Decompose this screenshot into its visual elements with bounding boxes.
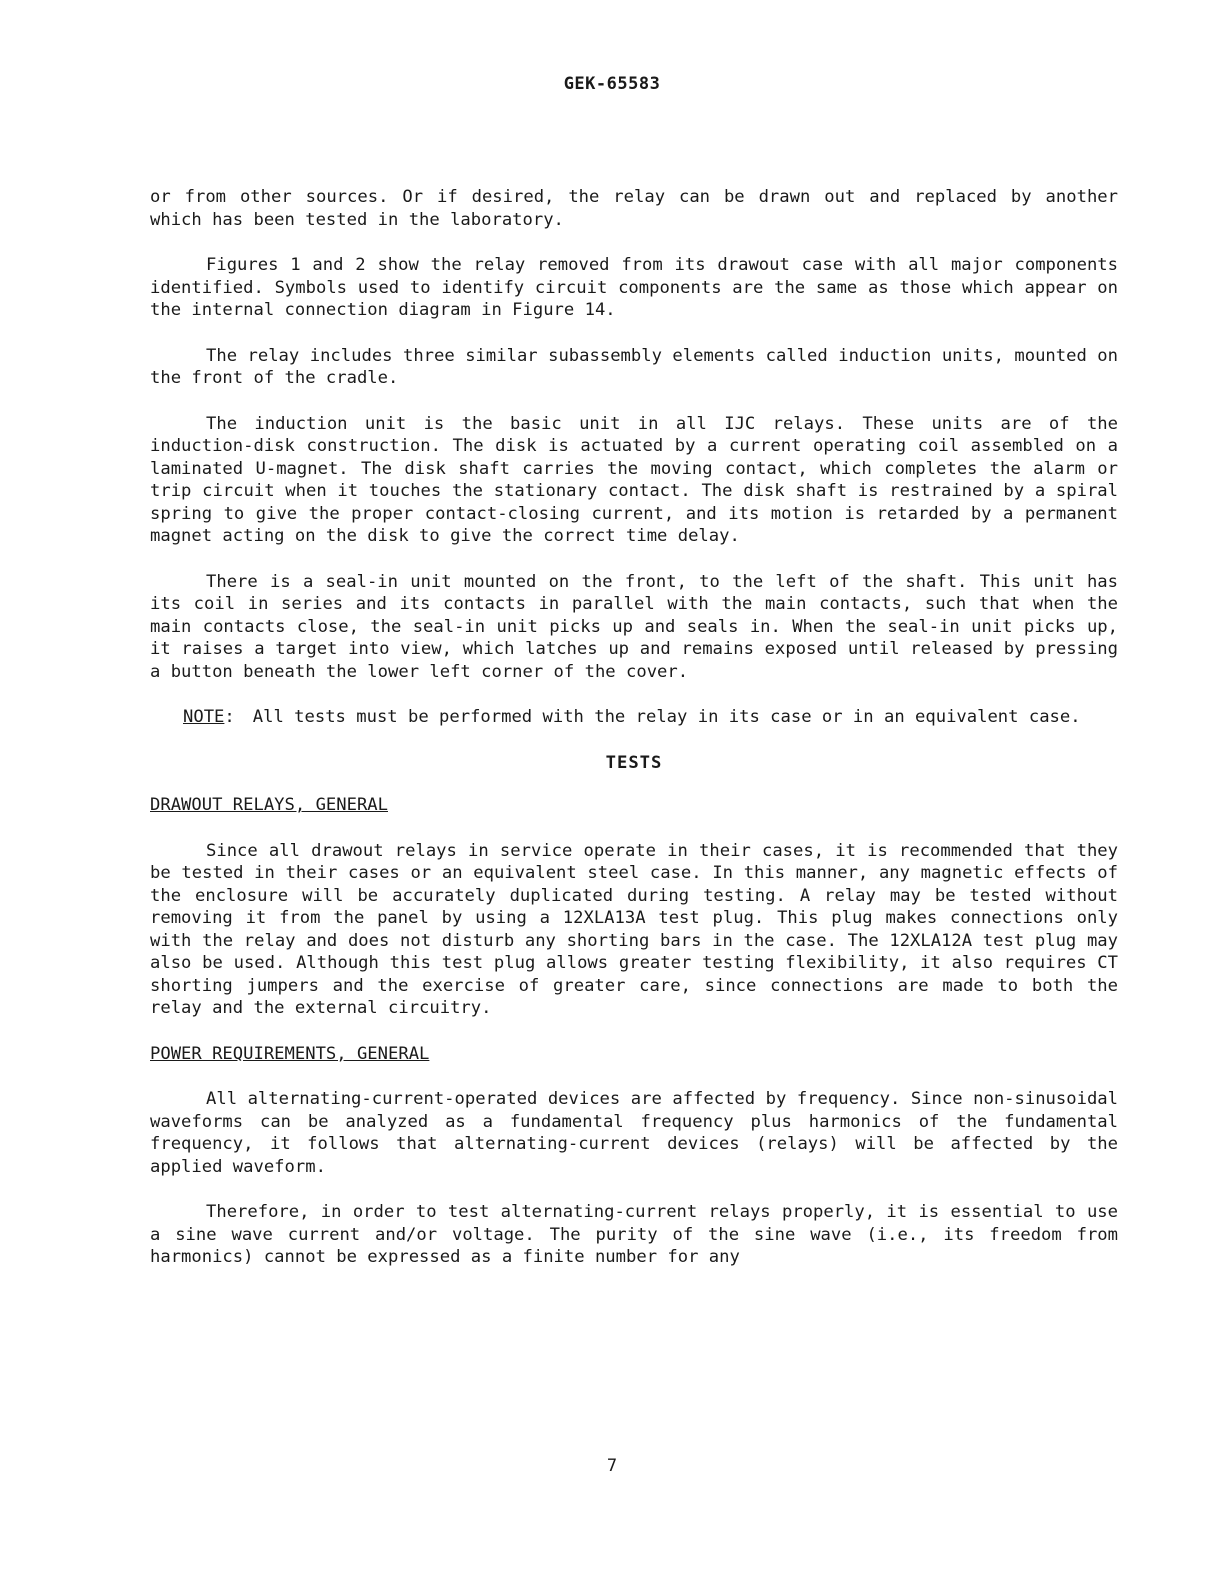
subheading-drawout-relays: DRAWOUT RELAYS, GENERAL: [150, 795, 388, 815]
page-body: [150, 186, 1118, 1292]
paragraph-induction-unit: The induction unit is the basic unit in all IJC relays. These units are of the induction-disk construction. The disk is actuated by a current operating coil assembled on a laminated U-magnet. The disk shaft carries the moving contact, which completes the alarm or trip circuit when it touches the stationary contact. The disk shaft is restrained by a spiral spring to give the proper contact-closing current, and its motion is retarded by a permanent magnet acting on the disk to give the correct time delay.: [150, 413, 1118, 546]
subheading-power-requirements: POWER REQUIREMENTS, GENERAL: [150, 1043, 430, 1064]
document-number: GEK-65583: [563, 74, 661, 94]
paragraph-continuation: or from other sources. Or if desired, the relay can be drawn out and replaced by another which has been tested in the laboratory.: [150, 187, 1118, 230]
paragraph-drawout-relays: Since all drawout relays in service operate in their cases, it is recommended that they be tested in their cases or an equivalent steel case. In this manner, any magnetic effects of the enclosure will be accurately duplicated during testing. A relay may be tested without removing it from the panel by using a 12XLA13A test plug. This plug makes connections only with the relay and does not disturb any shorting bars in the case. The 12XLA12A test plug may also be used. Although this test plug allows greater testing flexibility, it also requires CT shorting jumpers and the exercise of greater care, since connections are made to both the relay and the external circuitry.: [150, 840, 1118, 1018]
note-colon: :: [224, 707, 235, 727]
note-text: All tests must be performed with the relay in its case or in an equivalent case.: [252, 707, 1081, 727]
paragraph-frequency: All alternating-current-operated devices are affected by frequency. Since non-sinusoidal waveforms can be analyzed as a fundamental frequency plus harmonics of the fundamental frequency, it follows that alternating-current devices (relays) will be affected by the applied waveform.: [150, 1089, 1118, 1177]
section-title-tests: TESTS: [605, 752, 663, 773]
note-label: NOTE: [183, 707, 225, 727]
paragraph-subassembly: The relay includes three similar subassembly elements called induction units, mounted on the front of the cradle.: [150, 345, 1118, 388]
note-block: [183, 706, 1118, 729]
page-number: 7: [606, 1456, 618, 1476]
paragraph-seal-in-unit: There is a seal-in unit mounted on the front, to the left of the shaft. This unit has its coil in series and its contacts in parallel with the main contacts, such that when the main contacts close, the seal-in unit picks up and seals in. When the seal-in unit picks up, it raises a target into view, which latches up and remains exposed until released by pressing a button beneath the lower left corner of the cover.: [150, 571, 1118, 682]
paragraph-figures: Figures 1 and 2 show the relay removed from its drawout case with all major components identified. Symbols used to identify circuit components are the same as those which appear on the internal connection diagram in Figure 14.: [150, 255, 1118, 320]
paragraph-sine-wave: Therefore, in order to test alternating-current relays properly, it is essential to use a sine wave current and/or voltage. The purity of the sine wave (i.e., its freedom from harmonics) cannot be expressed as a finite number for any: [150, 1202, 1118, 1267]
